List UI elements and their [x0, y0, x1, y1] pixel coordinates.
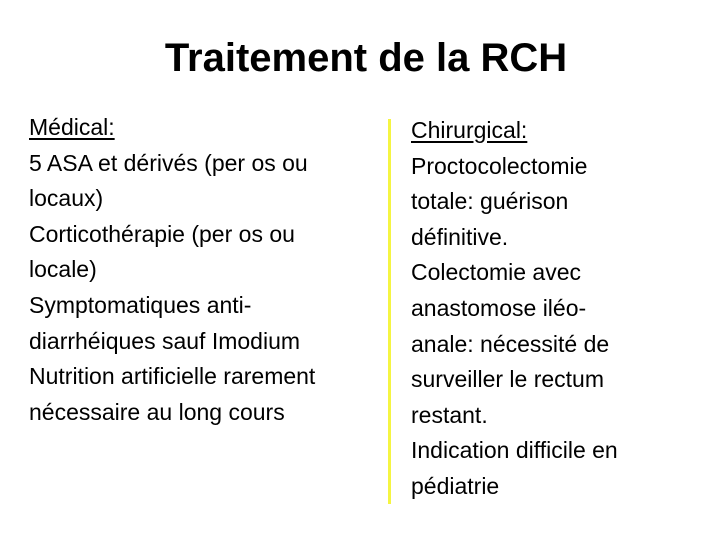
surgical-item-colectomie-line-3: anale: nécessité de: [411, 330, 610, 357]
surgical-item-proctocolectomie-line-1: Proctocolectomie: [411, 152, 588, 179]
surgical-item-colectomie: [411, 255, 711, 433]
medical-item-5asa-line-2: locaux): [29, 185, 104, 212]
medical-item-symptomatiques-line-2: diarrhéiques sauf Imodium: [29, 327, 301, 354]
surgical-item-colectomie-line-5: restant.: [411, 401, 488, 428]
medical-item-symptomatiques: [29, 288, 389, 359]
medical-item-corticotherapie-line-1: Corticothérapie (per os ou: [29, 220, 295, 247]
medical-item-nutrition-line-1: Nutrition artificielle rarement: [29, 363, 316, 390]
medical-item-5asa-line-1: 5 ASA et dérivés (per os ou: [29, 149, 308, 176]
column-divider: [388, 119, 391, 504]
surgical-item-proctocolectomie: [411, 149, 711, 256]
medical-item-corticotherapie-line-2: locale): [29, 256, 97, 283]
surgical-column: [411, 113, 711, 505]
medical-heading: Médical:: [29, 114, 115, 140]
medical-item-5asa: [29, 146, 389, 217]
surgical-item-proctocolectomie-line-3: définitive.: [411, 223, 509, 250]
surgical-item-colectomie-line-4: surveiller le rectum: [411, 366, 604, 393]
slide-title: Traitement de la RCH: [164, 36, 568, 80]
surgical-item-indication: [411, 433, 711, 504]
surgical-item-colectomie-line-1: Colectomie avec: [411, 259, 582, 286]
medical-column: [29, 110, 389, 430]
surgical-heading: Chirurgical:: [411, 117, 528, 143]
surgical-item-colectomie-line-2: anastomose iléo-: [411, 294, 587, 321]
medical-item-symptomatiques-line-1: Symptomatiques anti-: [29, 291, 252, 318]
medical-item-nutrition: [29, 359, 389, 430]
surgical-item-indication-line-2: pédiatrie: [411, 472, 500, 499]
medical-item-corticotherapie: [29, 217, 389, 288]
surgical-item-proctocolectomie-line-2: totale: guérison: [411, 188, 569, 215]
medical-item-nutrition-line-2: nécessaire au long cours: [29, 398, 285, 425]
surgical-item-indication-line-1: Indication difficile en: [411, 437, 618, 464]
